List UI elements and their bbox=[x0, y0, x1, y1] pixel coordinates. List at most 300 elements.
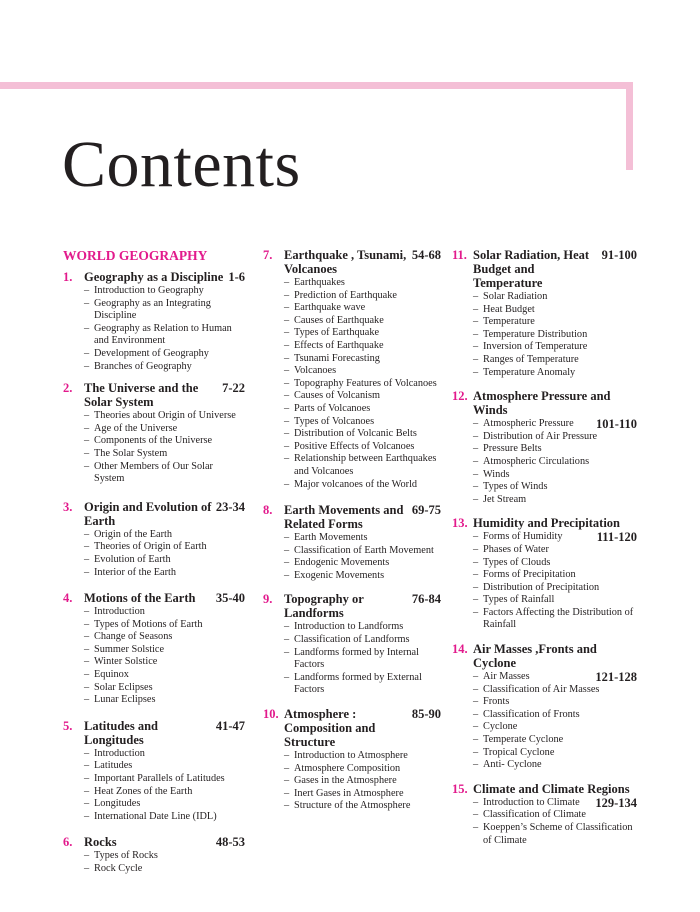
topic-text: Geography as Relation to Human and Environment bbox=[94, 322, 232, 347]
dash-bullet: – bbox=[84, 410, 90, 422]
dash-bullet: – bbox=[473, 341, 479, 353]
topic-text: Types of Winds bbox=[483, 481, 548, 493]
chapter-number: 6. bbox=[63, 835, 73, 850]
topic-item[interactable] bbox=[473, 443, 637, 456]
topic-item[interactable] bbox=[284, 557, 441, 570]
decorative-pink-bar bbox=[0, 82, 633, 89]
topic-item[interactable] bbox=[84, 554, 245, 567]
topic-item[interactable] bbox=[84, 606, 245, 619]
toc-chapter bbox=[63, 835, 245, 875]
topic-text: Origin of the Earth bbox=[94, 528, 173, 540]
topic-item[interactable] bbox=[284, 570, 441, 583]
topic-item[interactable] bbox=[284, 277, 441, 290]
dash-bullet: – bbox=[473, 328, 479, 340]
chapter-heading[interactable] bbox=[452, 389, 637, 417]
dash-bullet: – bbox=[84, 810, 90, 822]
topic-text: Classification of Fronts bbox=[483, 708, 580, 720]
chapter-title: Humidity and Precipitation bbox=[473, 516, 621, 531]
topic-item[interactable] bbox=[473, 671, 637, 684]
topic-item[interactable] bbox=[473, 291, 637, 304]
topic-item[interactable] bbox=[284, 441, 441, 454]
toc-chapter bbox=[63, 270, 245, 373]
dash-bullet: – bbox=[84, 760, 90, 772]
chapter-title: Air Masses ,Fronts and Cyclone bbox=[473, 642, 597, 671]
toc-chapter bbox=[263, 503, 441, 582]
dash-bullet: – bbox=[284, 289, 290, 301]
dash-bullet: – bbox=[284, 377, 290, 389]
dash-bullet: – bbox=[84, 669, 90, 681]
topic-text: Pressure Belts bbox=[483, 443, 542, 455]
topic-item[interactable] bbox=[473, 531, 637, 544]
topic-item[interactable] bbox=[473, 481, 637, 494]
topic-item[interactable] bbox=[284, 378, 441, 391]
topic-item[interactable] bbox=[473, 418, 637, 431]
topic-text: Types of Rainfall bbox=[483, 594, 555, 606]
chapter-pages: 54-68 bbox=[411, 248, 441, 262]
topic-text: Classification of Earth Movement bbox=[294, 544, 434, 556]
topic-item[interactable] bbox=[473, 822, 637, 847]
topic-text: Introduction to Atmosphere bbox=[294, 750, 408, 762]
topic-text: Classification of Climate bbox=[483, 809, 586, 821]
dash-bullet: – bbox=[84, 460, 90, 472]
dash-bullet: – bbox=[84, 773, 90, 785]
dash-bullet: – bbox=[84, 643, 90, 655]
chapter-number: 10. bbox=[263, 707, 279, 722]
dash-bullet: – bbox=[284, 750, 290, 762]
chapter-pages: 48-53 bbox=[215, 835, 245, 850]
chapter-title: Geography as a Discipline bbox=[84, 270, 224, 284]
topic-text: Earth Movements bbox=[294, 532, 368, 544]
chapter-pages: 35-40 bbox=[215, 591, 245, 606]
topic-text: Distribution of Air Pressure bbox=[483, 430, 598, 442]
topic-text: Types of Clouds bbox=[483, 556, 551, 568]
topic-item[interactable] bbox=[84, 669, 245, 682]
topic-item[interactable] bbox=[84, 619, 245, 632]
dash-bullet: – bbox=[473, 822, 479, 833]
topic-item[interactable] bbox=[84, 410, 245, 423]
chapter-pages: 7-22 bbox=[222, 381, 245, 396]
dash-bullet: – bbox=[284, 402, 290, 414]
dash-bullet: – bbox=[473, 443, 479, 455]
chapter-number: 5. bbox=[63, 718, 73, 733]
dash-bullet: – bbox=[284, 277, 290, 288]
chapter-title: Atmosphere : Composition and Structure bbox=[284, 707, 376, 750]
topic-text: Ranges of Temperature bbox=[483, 353, 579, 365]
topic-text: Distribution of Precipitation bbox=[483, 581, 600, 593]
dash-bullet: – bbox=[84, 656, 90, 668]
topic-item[interactable] bbox=[473, 367, 637, 380]
topic-item[interactable] bbox=[84, 461, 245, 486]
topic-item[interactable] bbox=[284, 647, 441, 672]
topic-text: Components of the Universe bbox=[94, 435, 213, 447]
topic-item[interactable] bbox=[84, 811, 245, 824]
topic-text: Forms of Humidity bbox=[483, 531, 563, 543]
dash-bullet: – bbox=[473, 366, 479, 378]
dash-bullet: – bbox=[284, 634, 290, 646]
topic-item[interactable] bbox=[284, 416, 441, 429]
dash-bullet: – bbox=[473, 543, 479, 555]
topic-item[interactable] bbox=[473, 469, 637, 482]
topic-item[interactable] bbox=[84, 656, 245, 669]
topic-text: Distribution of Volcanic Belts bbox=[294, 428, 417, 440]
dash-bullet: – bbox=[284, 428, 290, 440]
topic-item[interactable] bbox=[84, 850, 245, 863]
topic-text: Exogenic Movements bbox=[294, 569, 385, 581]
chapter-pages: 85-90 bbox=[411, 707, 441, 722]
topic-text: Endogenic Movements bbox=[294, 557, 390, 569]
dash-bullet: – bbox=[473, 734, 479, 746]
topic-item[interactable] bbox=[284, 672, 441, 697]
dash-bullet: – bbox=[84, 528, 90, 540]
topic-item[interactable] bbox=[284, 479, 441, 492]
dash-bullet: – bbox=[284, 557, 290, 569]
dash-bullet: – bbox=[284, 800, 290, 812]
topic-item[interactable] bbox=[84, 298, 245, 323]
topic-item[interactable] bbox=[84, 786, 245, 799]
chapter-heading[interactable] bbox=[452, 782, 637, 796]
topic-item[interactable] bbox=[284, 763, 441, 776]
topic-item[interactable] bbox=[473, 304, 637, 317]
topic-item[interactable] bbox=[473, 431, 637, 444]
dash-bullet: – bbox=[284, 302, 290, 314]
topic-text: Atmospheric Circulations bbox=[483, 455, 590, 467]
topic-text: Tropical Cyclone bbox=[483, 746, 555, 758]
topic-item[interactable] bbox=[473, 494, 637, 507]
dash-bullet: – bbox=[473, 594, 479, 606]
topic-text: Temperature Distribution bbox=[483, 328, 588, 340]
chapter-title: Earthquake , Tsunami, Volcanoes bbox=[284, 248, 407, 276]
topic-item[interactable] bbox=[473, 684, 637, 697]
topic-list bbox=[84, 529, 245, 579]
topic-item[interactable] bbox=[84, 323, 245, 348]
dash-bullet: – bbox=[473, 493, 479, 505]
topic-text: Introduction bbox=[94, 606, 145, 618]
chapter-number: 12. bbox=[452, 389, 468, 404]
topic-text: Temperature bbox=[483, 316, 535, 328]
topic-item[interactable] bbox=[284, 340, 441, 353]
toc-chapter bbox=[452, 389, 637, 506]
dash-bullet: – bbox=[284, 671, 290, 683]
chapter-pages: 69-75 bbox=[411, 503, 441, 518]
dash-bullet: – bbox=[84, 447, 90, 459]
chapter-title: Atmosphere Pressure and Winds bbox=[473, 389, 611, 418]
decorative-pink-side-bar bbox=[626, 82, 633, 170]
topic-item[interactable] bbox=[84, 644, 245, 657]
dash-bullet: – bbox=[473, 746, 479, 758]
dash-bullet: – bbox=[84, 347, 90, 359]
dash-bullet: – bbox=[84, 681, 90, 693]
topic-item[interactable] bbox=[84, 435, 245, 448]
topic-item[interactable] bbox=[84, 748, 245, 761]
toc-chapter bbox=[452, 248, 637, 379]
topic-text: Topography Features of Volcanoes bbox=[294, 377, 437, 389]
topic-text: Branches of Geography bbox=[94, 360, 192, 372]
topic-list bbox=[473, 797, 637, 847]
dash-bullet: – bbox=[473, 303, 479, 315]
chapter-title: Topography or Landforms bbox=[284, 592, 364, 621]
topic-item[interactable] bbox=[284, 403, 441, 416]
topic-text: Landforms formed by Internal Factors bbox=[294, 646, 419, 671]
topic-item[interactable] bbox=[84, 541, 245, 554]
topic-item[interactable] bbox=[84, 773, 245, 786]
dash-bullet: – bbox=[473, 418, 479, 430]
topic-text: Introduction to Geography bbox=[94, 285, 204, 296]
topic-item[interactable] bbox=[284, 365, 441, 378]
chapter-pages: 76-84 bbox=[411, 592, 441, 607]
topic-item[interactable] bbox=[84, 798, 245, 811]
topic-item[interactable] bbox=[473, 316, 637, 329]
topic-list bbox=[473, 671, 637, 772]
topic-text: Lunar Eclipses bbox=[94, 694, 156, 706]
topic-item[interactable] bbox=[84, 631, 245, 644]
topic-text: Air Masses bbox=[483, 671, 530, 683]
dash-bullet: – bbox=[473, 569, 479, 581]
dash-bullet: – bbox=[473, 468, 479, 480]
topic-text: Summer Solstice bbox=[94, 643, 165, 655]
topic-item[interactable] bbox=[84, 361, 245, 374]
topic-item[interactable] bbox=[84, 567, 245, 580]
dash-bullet: – bbox=[284, 787, 290, 799]
topic-text: Rock Cycle bbox=[94, 863, 143, 874]
dash-bullet: – bbox=[84, 541, 90, 553]
dash-bullet: – bbox=[284, 453, 290, 465]
topic-text: Inversion of Temperature bbox=[483, 341, 588, 353]
topic-text: Age of the Universe bbox=[94, 422, 178, 434]
chapter-pages: 121-128 bbox=[595, 670, 637, 685]
toc-chapter bbox=[263, 248, 441, 491]
topic-list bbox=[84, 285, 245, 373]
topic-item[interactable] bbox=[284, 750, 441, 763]
topic-text: Inert Gases in Atmosphere bbox=[294, 787, 404, 799]
topic-item[interactable] bbox=[473, 456, 637, 469]
topic-item[interactable] bbox=[284, 453, 441, 478]
topic-item[interactable] bbox=[284, 290, 441, 303]
topic-text: Geography as an Integrating Discipline bbox=[94, 297, 211, 322]
chapter-title: Solar Radiation, Heat Budget and Temperature bbox=[473, 248, 590, 290]
topic-list bbox=[284, 621, 441, 697]
topic-item[interactable] bbox=[473, 594, 637, 607]
dash-bullet: – bbox=[84, 694, 90, 706]
topic-text: Earthquakes bbox=[294, 277, 345, 288]
page-title: Contents bbox=[62, 128, 301, 201]
chapter-title: Latitudes and Longitudes bbox=[84, 718, 158, 747]
topic-text: Types of Volcanoes bbox=[294, 415, 375, 427]
dash-bullet: – bbox=[473, 759, 479, 771]
topic-item[interactable] bbox=[84, 694, 245, 707]
topic-item[interactable] bbox=[284, 315, 441, 328]
topic-item[interactable] bbox=[473, 797, 637, 810]
chapter-heading[interactable] bbox=[63, 270, 245, 284]
chapter-heading[interactable] bbox=[63, 381, 245, 409]
topic-item[interactable] bbox=[284, 788, 441, 801]
topic-text: Types of Rocks bbox=[94, 850, 158, 862]
topic-text: Atmosphere Composition bbox=[294, 762, 401, 774]
topic-item[interactable] bbox=[473, 696, 637, 709]
dash-bullet: – bbox=[284, 314, 290, 326]
topic-text: Latitudes bbox=[94, 760, 133, 772]
toc-column-1 bbox=[63, 248, 245, 876]
topic-text: The Solar System bbox=[94, 447, 168, 459]
chapter-heading[interactable] bbox=[63, 719, 245, 747]
dash-bullet: – bbox=[284, 339, 290, 351]
topic-list bbox=[84, 850, 245, 875]
topic-item[interactable] bbox=[284, 353, 441, 366]
chapter-title: Origin and Evolution of Earth bbox=[84, 499, 212, 528]
dash-bullet: – bbox=[473, 708, 479, 720]
topic-item[interactable] bbox=[473, 557, 637, 570]
topic-item[interactable] bbox=[84, 348, 245, 361]
dash-bullet: – bbox=[284, 327, 290, 339]
topic-text: Forms of Precipitation bbox=[483, 569, 576, 581]
dash-bullet: – bbox=[284, 775, 290, 787]
chapter-title: Earth Movements and Related Forms bbox=[284, 503, 404, 532]
dash-bullet: – bbox=[84, 863, 90, 874]
chapter-pages: 41-47 bbox=[215, 718, 245, 733]
topic-text: Introduction bbox=[94, 747, 145, 759]
topic-list bbox=[84, 410, 245, 486]
chapter-heading[interactable] bbox=[263, 248, 441, 276]
chapter-number: 9. bbox=[263, 592, 273, 607]
dash-bullet: – bbox=[84, 435, 90, 447]
topic-item[interactable] bbox=[84, 682, 245, 695]
topic-text: Equinox bbox=[94, 669, 129, 681]
chapter-heading[interactable] bbox=[63, 500, 245, 528]
topic-item[interactable] bbox=[473, 759, 637, 772]
topic-item[interactable] bbox=[84, 529, 245, 542]
topic-item[interactable] bbox=[473, 747, 637, 760]
topic-item[interactable] bbox=[473, 809, 637, 822]
dash-bullet: – bbox=[473, 430, 479, 442]
topic-text: Winter Solstice bbox=[94, 656, 158, 668]
dash-bullet: – bbox=[473, 353, 479, 365]
topic-text: Prediction of Earthquake bbox=[294, 289, 397, 301]
topic-item[interactable] bbox=[284, 390, 441, 403]
topic-text: Types of Motions of Earth bbox=[94, 618, 203, 630]
chapter-heading[interactable] bbox=[452, 516, 637, 530]
topic-item[interactable] bbox=[473, 734, 637, 747]
dash-bullet: – bbox=[84, 422, 90, 434]
dash-bullet: – bbox=[284, 762, 290, 774]
chapter-title: Climate and Climate Regions bbox=[473, 781, 630, 796]
chapter-heading[interactable] bbox=[63, 835, 245, 849]
topic-text: Jet Stream bbox=[483, 493, 527, 505]
dash-bullet: – bbox=[84, 322, 90, 334]
dash-bullet: – bbox=[284, 569, 290, 581]
topic-item[interactable] bbox=[473, 544, 637, 557]
topic-item[interactable] bbox=[284, 428, 441, 441]
chapter-pages: 23-34 bbox=[215, 499, 245, 514]
topic-item[interactable] bbox=[84, 863, 245, 876]
topic-item[interactable] bbox=[284, 634, 441, 647]
chapter-number: 11. bbox=[452, 248, 467, 262]
topic-text: Gases in the Atmosphere bbox=[294, 775, 397, 787]
chapter-number: 13. bbox=[452, 516, 468, 531]
dash-bullet: – bbox=[284, 415, 290, 427]
dash-bullet: – bbox=[473, 696, 479, 708]
topic-text: Koeppen’s Scheme of Classification of Climate bbox=[483, 822, 633, 846]
dash-bullet: – bbox=[84, 553, 90, 565]
chapter-heading[interactable] bbox=[63, 591, 245, 605]
dash-bullet: – bbox=[84, 285, 90, 296]
chapter-number: 2. bbox=[63, 381, 73, 396]
dash-bullet: – bbox=[473, 809, 479, 821]
topic-item[interactable] bbox=[473, 329, 637, 342]
chapter-heading[interactable] bbox=[452, 248, 637, 290]
dash-bullet: – bbox=[284, 390, 290, 402]
chapter-number: 4. bbox=[63, 591, 73, 606]
topic-text: Winds bbox=[483, 468, 510, 480]
dash-bullet: – bbox=[84, 618, 90, 630]
chapter-heading[interactable] bbox=[263, 592, 441, 620]
topic-text: Theories about Origin of Universe bbox=[94, 410, 236, 422]
topic-list bbox=[284, 532, 441, 582]
topic-item[interactable] bbox=[284, 621, 441, 634]
topic-item[interactable] bbox=[284, 302, 441, 315]
chapter-heading[interactable] bbox=[452, 642, 637, 670]
topic-item[interactable] bbox=[284, 775, 441, 788]
topic-text: Phases of Water bbox=[483, 543, 549, 555]
chapter-pages: 111-120 bbox=[596, 530, 637, 545]
topic-text: Landforms formed by External Factors bbox=[294, 671, 422, 696]
topic-list bbox=[473, 418, 637, 506]
topic-text: Cyclone bbox=[483, 721, 518, 733]
topic-item[interactable] bbox=[473, 607, 637, 632]
topic-item[interactable] bbox=[473, 709, 637, 722]
toc-chapter bbox=[263, 707, 441, 813]
topic-item[interactable] bbox=[84, 423, 245, 436]
topic-item[interactable] bbox=[473, 582, 637, 595]
toc-chapter bbox=[452, 516, 637, 632]
topic-item[interactable] bbox=[284, 800, 441, 813]
dash-bullet: – bbox=[84, 785, 90, 797]
topic-text: Solar Eclipses bbox=[94, 681, 153, 693]
toc-chapter bbox=[63, 500, 245, 579]
topic-text: Heat Zones of the Earth bbox=[94, 785, 193, 797]
chapter-number: 8. bbox=[263, 503, 273, 518]
dash-bullet: – bbox=[473, 581, 479, 593]
topic-item[interactable] bbox=[473, 569, 637, 582]
dash-bullet: – bbox=[473, 671, 479, 683]
topic-text: Introduction to Landforms bbox=[294, 621, 404, 633]
chapter-heading[interactable] bbox=[263, 503, 441, 531]
topic-text: Longitudes bbox=[94, 798, 141, 810]
dash-bullet: – bbox=[473, 606, 479, 618]
topic-text: Temperature Anomaly bbox=[483, 366, 576, 378]
dash-bullet: – bbox=[473, 556, 479, 568]
topic-item[interactable] bbox=[84, 285, 245, 298]
topic-item[interactable] bbox=[284, 532, 441, 545]
topic-list bbox=[473, 531, 637, 632]
topic-item[interactable] bbox=[473, 341, 637, 354]
topic-item[interactable] bbox=[84, 448, 245, 461]
dash-bullet: – bbox=[284, 532, 290, 544]
topic-text: Interior of the Earth bbox=[94, 566, 177, 578]
dash-bullet: – bbox=[473, 481, 479, 493]
topic-item[interactable] bbox=[473, 354, 637, 367]
section-heading: WORLD GEOGRAPHY bbox=[63, 248, 208, 263]
topic-text: Change of Seasons bbox=[94, 631, 173, 643]
topic-text: Theories of Origin of Earth bbox=[94, 541, 207, 553]
topic-item[interactable] bbox=[84, 760, 245, 773]
chapter-heading[interactable] bbox=[263, 707, 441, 749]
dash-bullet: – bbox=[284, 478, 290, 490]
topic-item[interactable] bbox=[473, 721, 637, 734]
topic-item[interactable] bbox=[284, 327, 441, 340]
topic-item[interactable] bbox=[284, 545, 441, 558]
topic-text: Classification of Landforms bbox=[294, 634, 410, 646]
chapter-number: 15. bbox=[452, 781, 468, 796]
dash-bullet: – bbox=[473, 291, 479, 302]
